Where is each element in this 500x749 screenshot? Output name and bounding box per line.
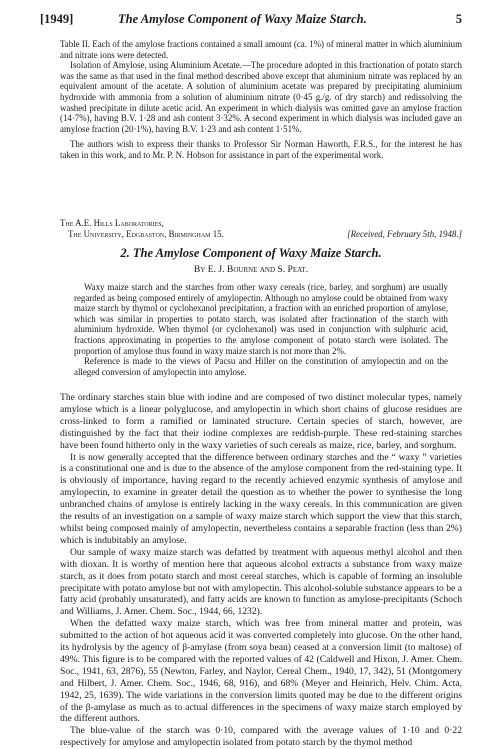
- journal-year: [1949]: [40, 12, 74, 26]
- body-paragraph-1: The ordinary starches stain blue with iodine and are composed of two distinct molecular types, namely amylose which is a linear polyglucose, and amylopectin in which short chains of glucose residues are cross-linked to form a ramified or laminated structure. Certain species of starch, however, are distinguished by the fact that their iodine complexes are reddish-purple. These red-staining starches have been found hitherto only in the waxy varieties of such cereals as maize, rice, barley, and sorghum.: [60, 392, 462, 451]
- affiliation-line-2: The University, Edgbaston, Birmingham 15.: [68, 229, 224, 239]
- received-date: [Received, February 5th, 1948.]: [347, 229, 462, 239]
- article-byline: By E. J. Bourne and S. Peat.: [193, 264, 309, 275]
- aluminium-acetate-paragraph: Isolation of Amylose, using Aluminium Acetate.—The procedure adopted in this fractionation of potato starch was the same as that used in the final method described above except that aluminium nitrate was replaced by an equivalent amount of the acetate. A solution of aluminium acetate was prepared by precipitating aluminium hydroxide with ammonia from a solution of aluminium nitrate (0·45 g./g. of dry starch) and redissolving the washed precipitate in dilute acetic acid. An experiment in which dialysis was omitted gave an amylose fraction (14·7%), having B.V. 1·28 and ash content 3·32%. A second experiment in which dialysis was included gave an amylose fraction (20·1%), having B.V. 1·23 and ash content 1·51%.: [60, 60, 462, 134]
- abstract-paragraph-2: Reference is made to the views of Pacsu and Hiller on the constitution of amylopectin and on the alleged conversion of amylopectin into amylose.: [74, 356, 448, 377]
- abstract-paragraph-1: Waxy maize starch and the starches from other waxy cereals (rice, barley, and sorghum) are usually regarded as being composed entirely of amylopectin. Although no amylose could be obtained from waxy maize starch by thymol or cyclohexanol precipitation, a fraction with an enriched proportion of amylose, which was similar in properties to potato starch, was isolated after fractionation of the starch with aluminium hydroxide. When thymol (or cyclohexanol) was used in conjunction with sulphuric acid, fractions approximating in properties to the amylose component of potato starch were isolated. The proportion of amylose thus found in waxy maize starch is not more than 2%.: [74, 282, 448, 356]
- running-title: The Amylose Component of Waxy Maize Starch.: [118, 12, 367, 26]
- affiliation-line-1: The A.E. Hills Laboratories,: [60, 218, 164, 228]
- body-paragraph-3: Our sample of waxy maize starch was defatted by treatment with aqueous methyl alcohol and then with dioxan. It is worthy of mention here that aqueous alcohol extracts a substance from waxy maize starch, as it does from potato starch and most cereal starches, which is capable of forming an insoluble precipitate with potato amylose but not with amylopectin. This alcohol-soluble substance appears to be a fatty acid (probably unsaturated), and fatty acids are known to function as amylose-precipitants (Schoch and Williams, J. Amer. Chem. Soc., 1944, 66, 1232).: [60, 546, 462, 618]
- abstract: [74, 282, 448, 377]
- page-number: 5: [455, 12, 462, 26]
- acknowledgement-paragraph: The authors wish to express their thanks to Professor Sir Norman Haworth, F.R.S., for the interest he has taken in this work, and to Mr. P. N. Hobson for assistance in part of the experimental work.: [60, 139, 462, 160]
- article-body: [60, 392, 462, 749]
- body-paragraph-2: It is now generally accepted that the difference between ordinary starches and the “ waxy ” varieties is a constitutional one and is due to the absence of the amylose component from the red-staining type. It is obviously of importance, having regard to the recently achieved enzymic synthesis of amylose and amylopectin, to examine in greater detail the question as to whether the power to synthesise the long unbranched chains of amylose is entirely lacking in the waxy cereals. In this communication are given the results of an investigation on a sample of waxy maize starch which support the view that this starch, whilst being composed mainly of amylopectin, nevertheless contains a separable fraction (less than 2%) which is indubitably an amylose.: [60, 451, 462, 546]
- body-paragraph-4: When the defatted waxy maize starch, which was free from mineral matter and protein, was submitted to the action of hot aqueous acid it was converted completely into glucose. On the other hand, its hydrolysis by the agency of β-amylase (from soya bean) ceased at a conversion limit (to maltose) of 49%. This figure is to be compared with the reported values of 42 (Caldwell and Hixon, J. Amer. Chem. Soc., 1941, 63, 2876), 55 (Newton, Farley, and Naylor, Cereal Chem., 1940, 17, 342), 51 (Montgomery and Hilbert, J. Amer. Chem. Soc., 1946, 68, 916), and 68% (Meyer and Heinrich, Helv. Chim. Acta, 1942, 25, 1639). The wide variations in the conversion limits quoted may be due to the different origins of the β-amylase as much as to actual differences in the specimens of waxy maize starch employed by the different authors.: [60, 618, 462, 725]
- previous-article-tail: [60, 39, 462, 161]
- affiliation-block: [60, 218, 462, 240]
- article-title: 2. The Amylose Component of Waxy Maize Starch.: [120, 246, 382, 260]
- table-note-paragraph: Table II. Each of the amylose fractions contained a small amount (ca. 1%) of mineral matter in which aluminium and nitrate ions were detected.: [60, 39, 462, 60]
- running-head: [40, 12, 462, 30]
- body-paragraph-5: The blue-value of the starch was 0·10, compared with the average values of 1·10 and 0·22 respectively for amylose and amylopectin isolated from potato starch by the thymol method: [60, 725, 462, 749]
